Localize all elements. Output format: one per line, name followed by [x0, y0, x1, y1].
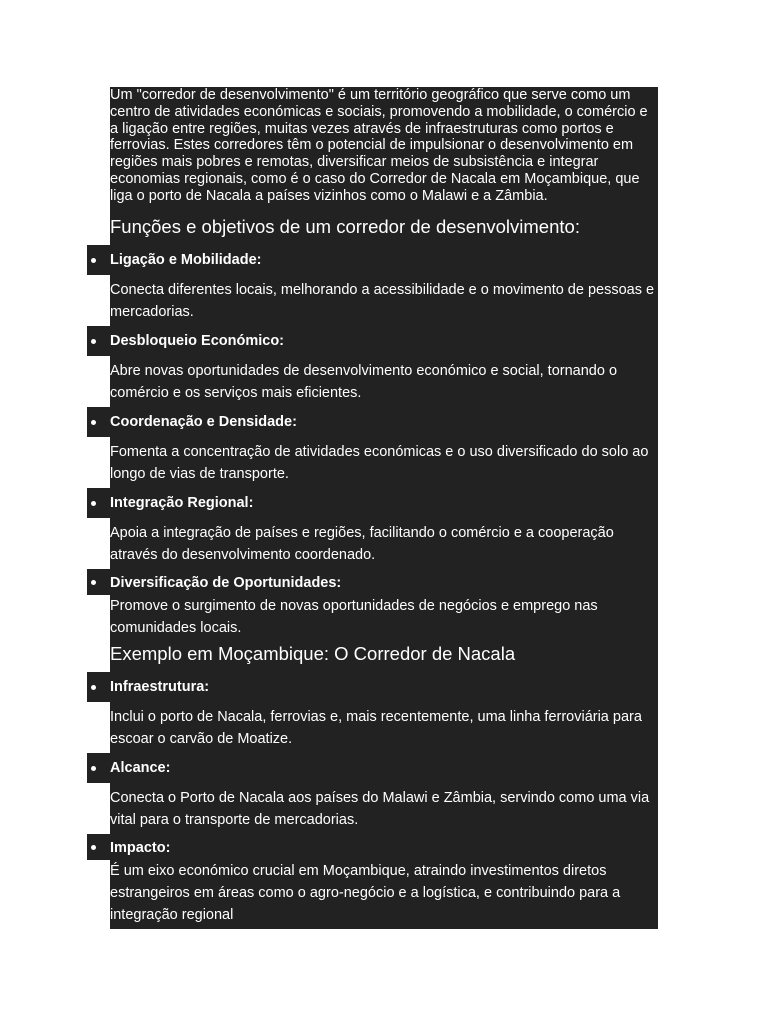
bullet-icon: [91, 258, 96, 263]
list-item-text: Conecta diferentes locais, melhorando a acessibilidade e o movimento de pessoas e mercadorias.: [110, 275, 658, 326]
section-heading-example: Exemplo em Moçambique: O Corredor de Nacala: [110, 642, 658, 672]
bullet-icon: [91, 766, 96, 771]
list-item: [110, 326, 658, 407]
list-item-title: [87, 672, 658, 702]
list-item-text: Abre novas oportunidades de desenvolvimento económico e social, tornando o comércio e os serviços mais eficientes.: [110, 356, 658, 407]
list-item-text: É um eixo económico crucial em Moçambique, atraindo investimentos diretos estrangeiros em áreas como o agro-negócio e a logística, e contribuindo para a integração regional: [110, 860, 658, 929]
section-heading-functions: Funções e objetivos de um corredor de desenvolvimento:: [110, 207, 658, 245]
list-item-title: [87, 245, 658, 275]
list-item-text: Fomenta a concentração de atividades económicas e o uso diversificado do solo ao longo de vias de transporte.: [110, 437, 658, 488]
list-item-text: Apoia a integração de países e regiões, facilitando o comércio e a cooperação através do desenvolvimento coordenado.: [110, 518, 658, 569]
list-item-text: Inclui o porto de Nacala, ferrovias e, mais recentemente, uma linha ferroviária para escoar o carvão de Moatize.: [110, 702, 658, 753]
list-item: [110, 569, 658, 642]
list-item-title: [87, 407, 658, 437]
item-title-text: Desbloqueio Económico:: [110, 332, 285, 349]
document-body: [110, 87, 658, 929]
bullet-icon: [91, 501, 96, 506]
item-title-text: Ligação e Mobilidade:: [110, 251, 262, 268]
list-item-title: [87, 753, 658, 783]
list-item: [110, 672, 658, 753]
list-item-title: [87, 326, 658, 356]
bullet-icon: [91, 339, 96, 344]
list-item-text: Promove o surgimento de novas oportunidades de negócios e emprego nas comunidades locais.: [110, 595, 658, 642]
bullet-icon: [91, 685, 96, 690]
list-item-title: [87, 569, 658, 595]
item-title-text: Impacto:: [110, 839, 171, 856]
item-title-text: Coordenação e Densidade:: [110, 413, 297, 430]
list-item: [110, 488, 658, 569]
item-title-text: Integração Regional:: [110, 494, 254, 511]
list-item-title: [87, 834, 658, 860]
list-item: [110, 407, 658, 488]
list-item: [110, 245, 658, 326]
list-item: [110, 753, 658, 834]
list-item: [110, 834, 658, 929]
list-item-text: Conecta o Porto de Nacala aos países do Malawi e Zâmbia, servindo como uma via vital para o transporte de mercadorias.: [110, 783, 658, 834]
item-title-text: Infraestrutura:: [110, 678, 210, 695]
list-item-title: [87, 488, 658, 518]
intro-paragraph: Um "corredor de desenvolvimento" é um território geográfico que serve como um centro de atividades económicas e sociais, promovendo a mobilidade, o comércio e a ligação entre regiões, muitas vezes através de infraestruturas como portos e ferrovias. Estes corredores têm o potencial de impulsionar o desenvolvimento em regiões mais pobres e remotas, diversificar meios de subsistência e integrar economias regionais, como é o caso do Corredor de Nacala em Moçambique, que liga o porto de Nacala a países vizinhos como o Malawi e a Zâmbia.: [110, 87, 658, 207]
bullet-icon: [91, 845, 96, 850]
item-title-text: Alcance:: [110, 759, 171, 776]
bullet-icon: [91, 420, 96, 425]
item-title-text: Diversificação de Oportunidades:: [110, 574, 342, 591]
bullet-icon: [91, 580, 96, 585]
